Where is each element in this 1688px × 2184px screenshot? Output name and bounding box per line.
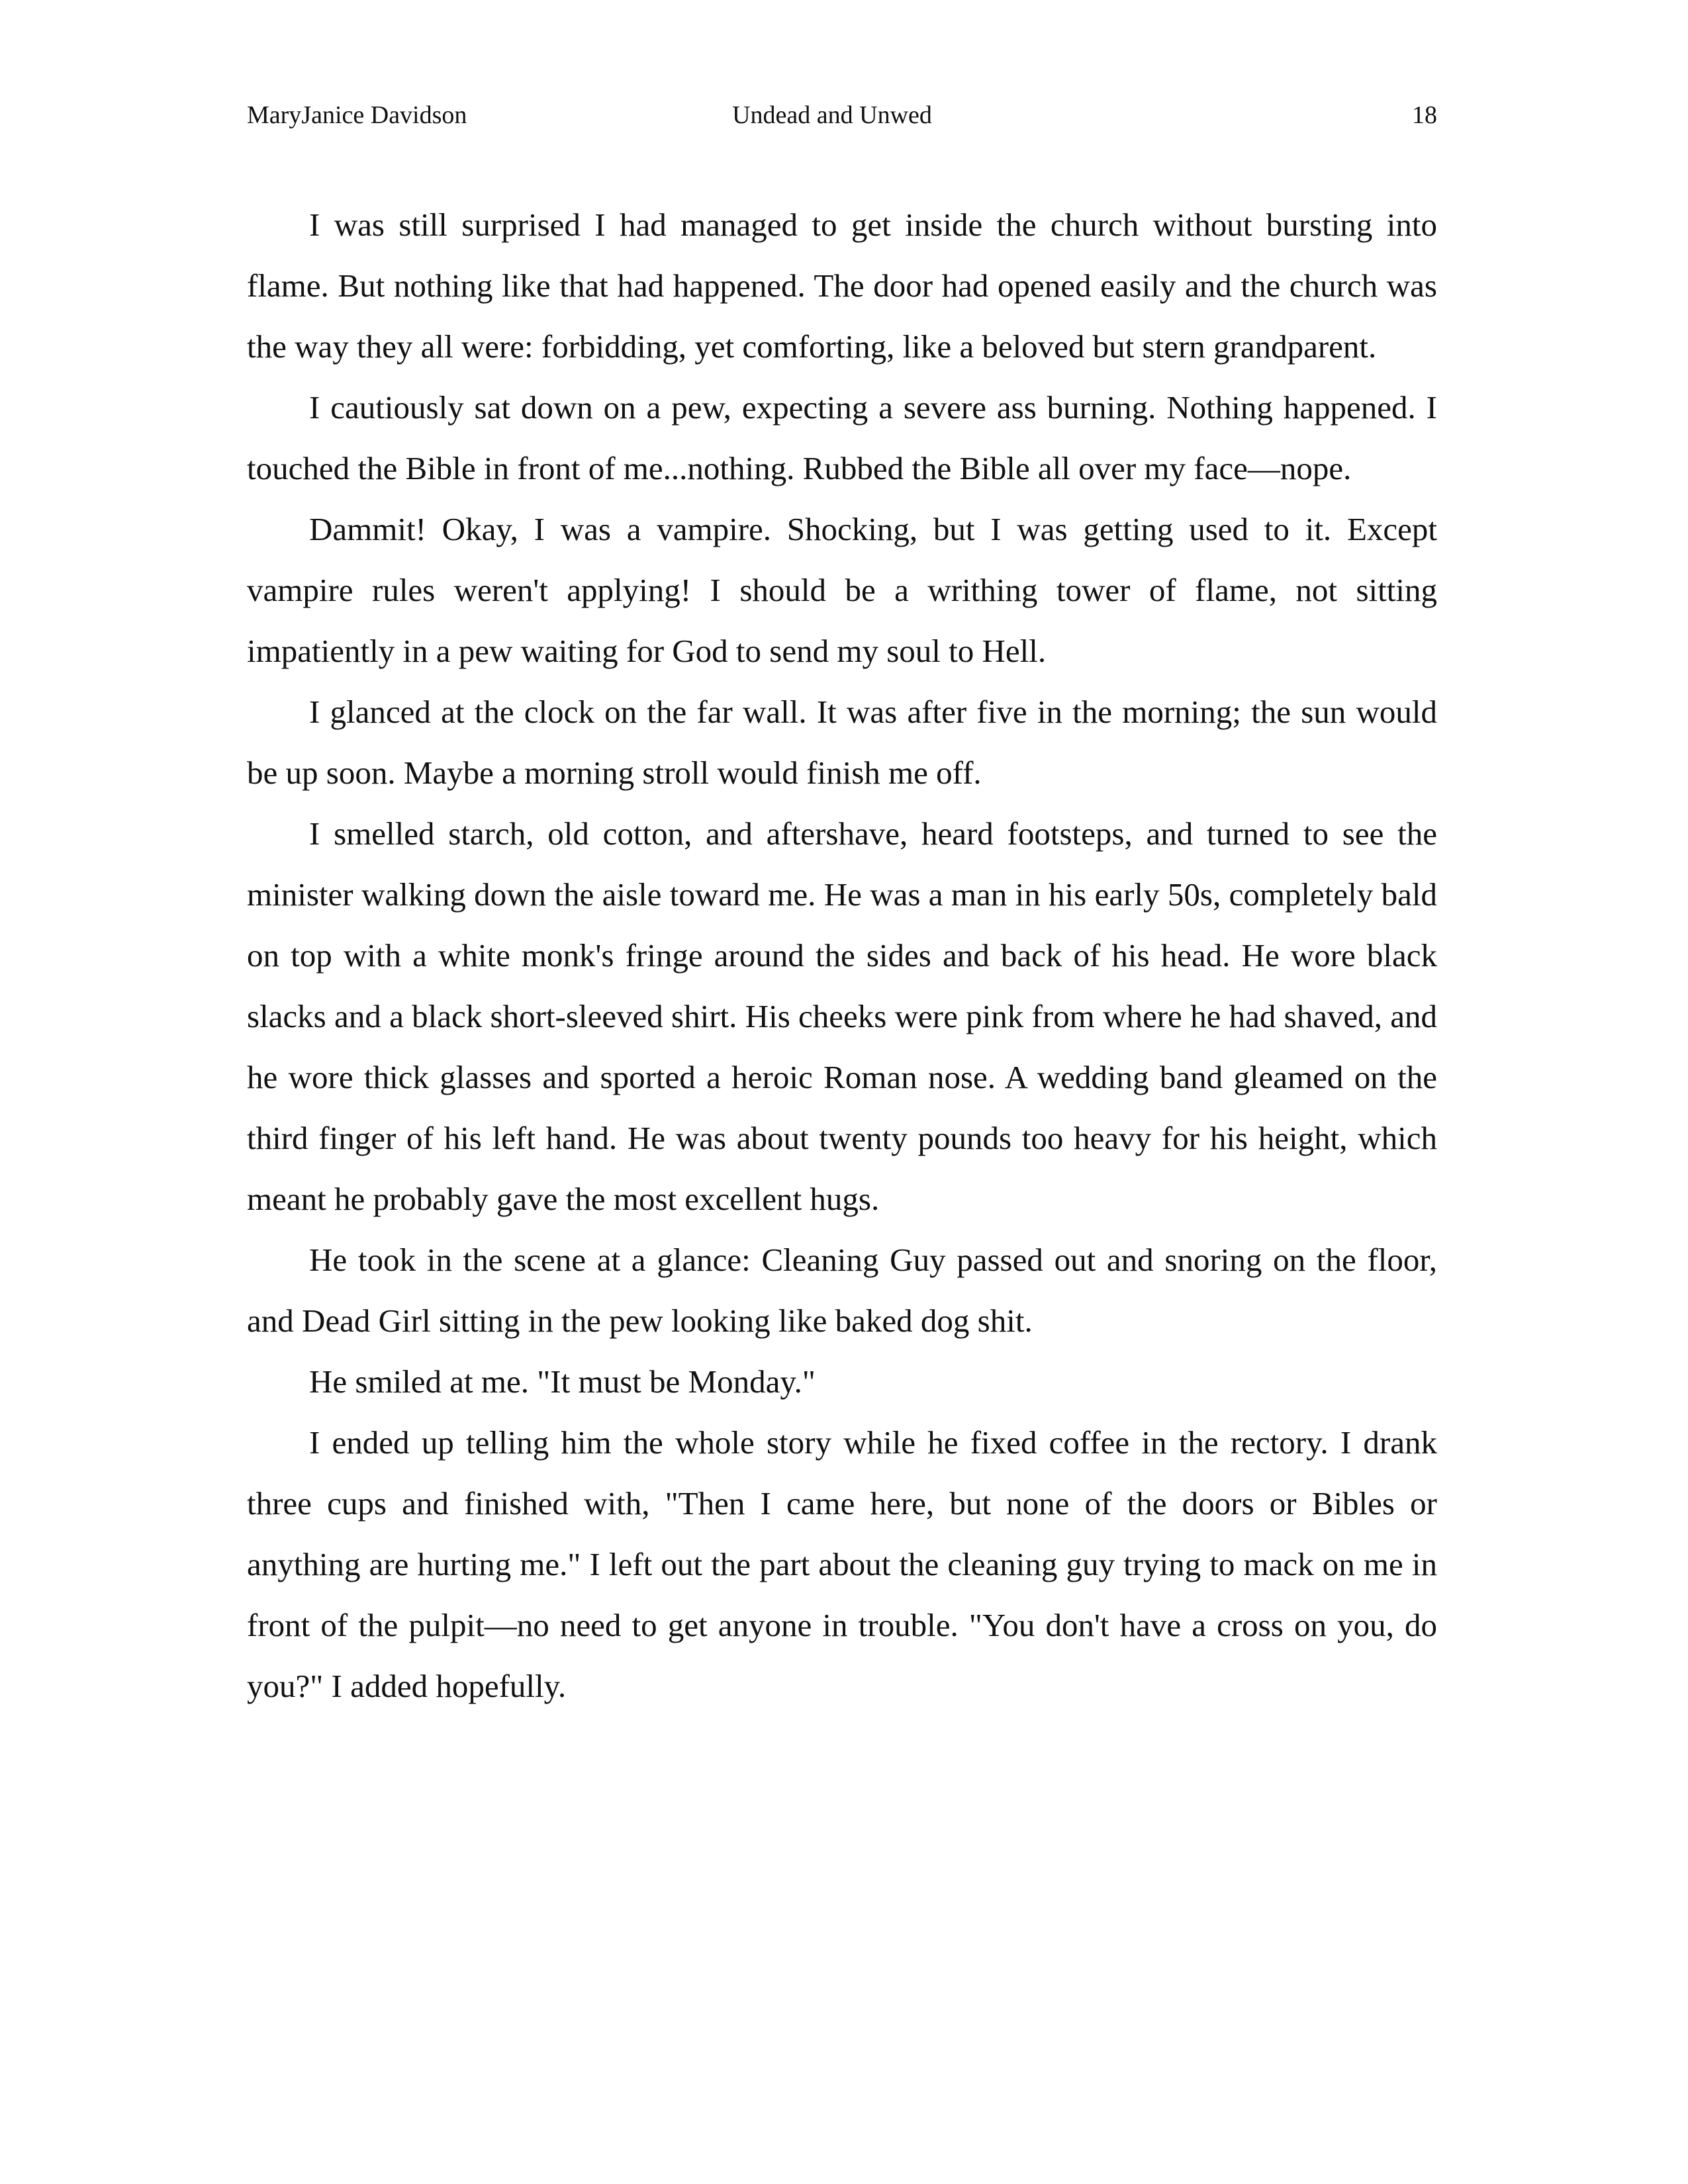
paragraph: I smelled starch, old cotton, and aftershave, heard footsteps, and turned to see the minister walking down the aisle toward me. He was a man in his early 50s, completely bald on top with a white monk's fringe around the sides and back of his head. He wore black slacks and a black short-sleeved shirt. His cheeks were pink from where he had shaved, and he wore thick glasses and sported a heroic Roman nose. A wedding band gleamed on the third finger of his left hand. He was about twenty pounds too heavy for his height, which meant he probably gave the most excellent hugs. [247,815,1437,1217]
body-text [247,195,1437,1717]
header-page-number: 18 [1412,101,1437,129]
paragraph: I glanced at the clock on the far wall. It was after five in the morning; the sun would be up soon. Maybe a morning stroll would finish me off. [247,694,1437,791]
paragraph: I was still surprised I had managed to get inside the church without bursting into flame. But nothing like that had happened. The door had opened easily and the church was the way they all were: forbidding, yet comforting, like a beloved but stern grandparent. [247,206,1437,365]
paragraph: He smiled at me. "It must be Monday." [309,1363,816,1400]
header-author: MaryJanice Davidson [247,101,467,129]
running-header [247,98,1437,132]
paragraph: I ended up telling him the whole story while he fixed coffee in the rectory. I drank three cups and finished with, "Then I came here, but none of the doors or Bibles or anything are hurting me." I left out the part about the cleaning guy trying to mack on me in front of the pulpit—no need to get anyone in trouble. "You don't have a cross on you, do you?" I added hopefully. [247,1424,1437,1704]
paragraph: He took in the scene at a glance: Cleaning Guy passed out and snoring on the floor, and Dead Girl sitting in the pew looking like baked dog shit. [247,1242,1437,1339]
paragraph: Dammit! Okay, I was a vampire. Shocking, but I was getting used to it. Except vampire rules weren't applying! I should be a writhing tower of flame, not sitting impatiently in a pew waiting for God to send my soul to Hell. [247,511,1437,669]
header-book-title: Undead and Unwed [732,101,932,129]
paragraph: I cautiously sat down on a pew, expecting a severe ass burning. Nothing happened. I touched the Bible in front of me...nothing. Rubbed the Bible all over my face—nope. [247,389,1437,486]
